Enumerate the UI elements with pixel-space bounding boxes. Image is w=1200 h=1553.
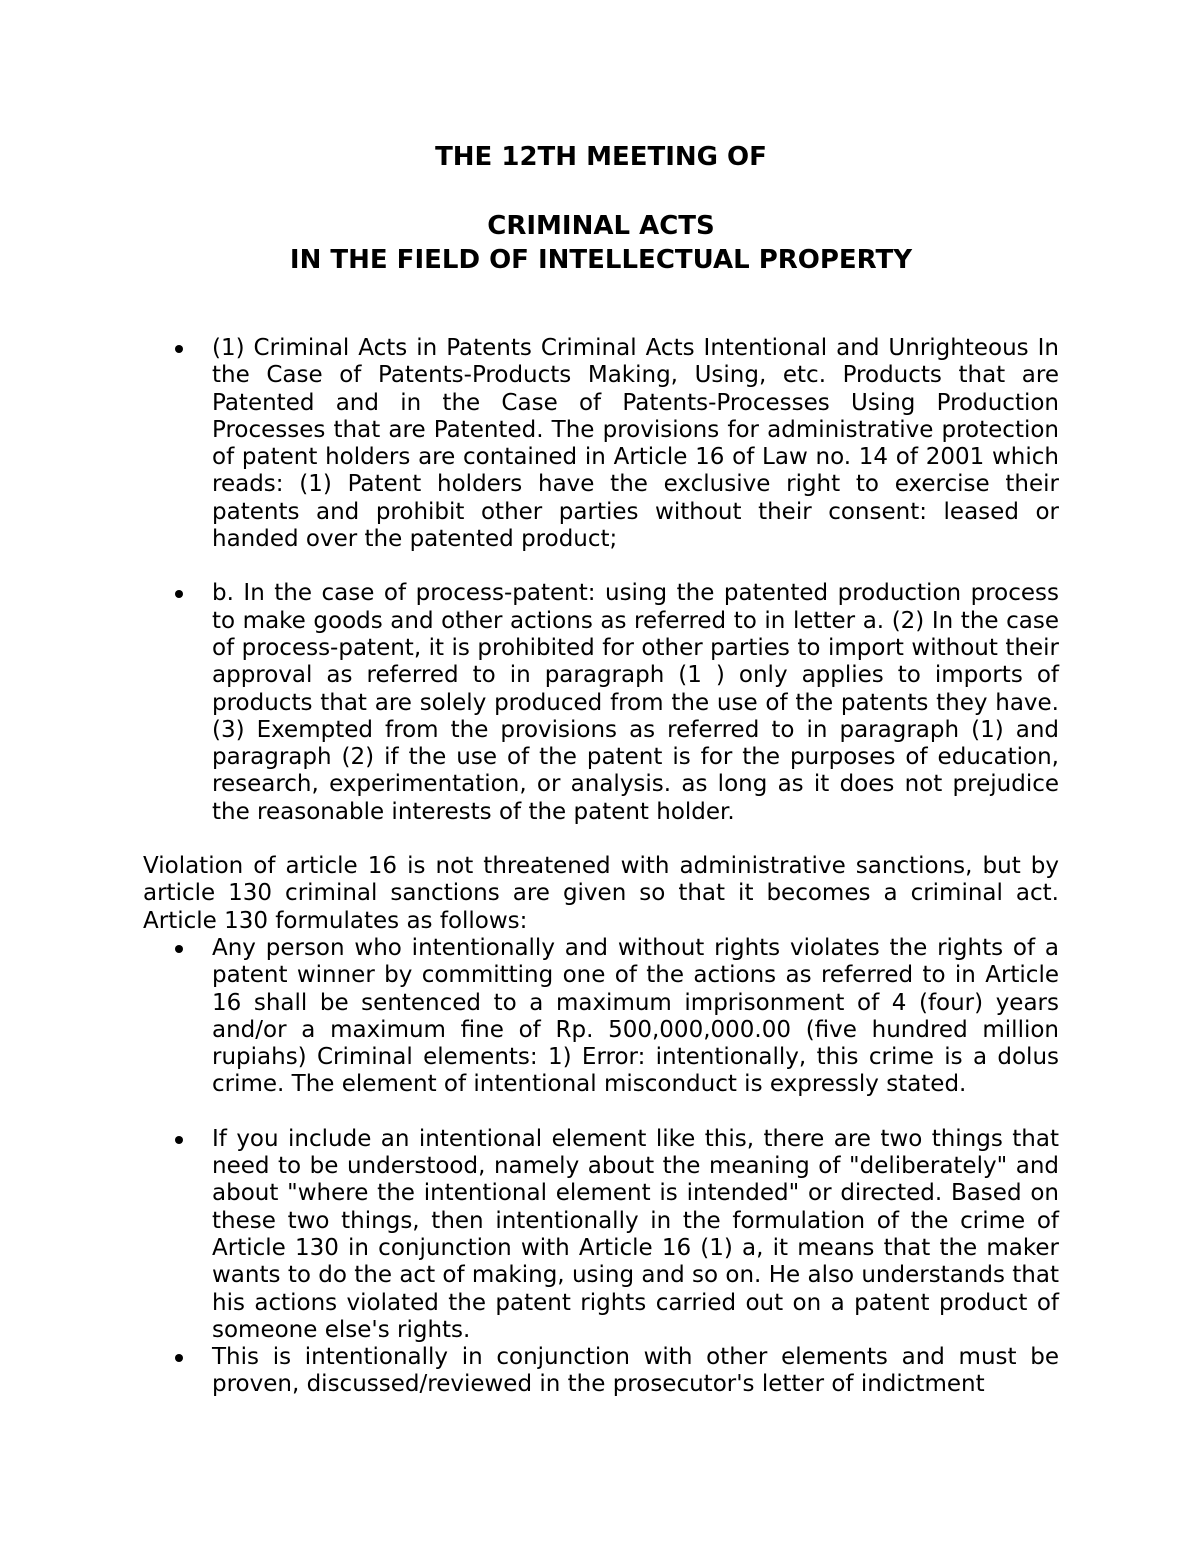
list-item-text: Any person who intentionally and without rights violates the rights of a patent winner by committing one of the actions as referred to in Article 16 shall be sentenced to a maximum imprisonment of 4 (four) years and/or a maximum fine of Rp. 500,000,000.00 (five hundred million rupiahs) Criminal elements: 1) Error: intentionally, this crime is a dolus crime. The element of intentional misconduct is expressly stated.: [212, 934, 1059, 1098]
title-line-2: IN THE FIELD OF INTELLECTUAL PROPERTY: [289, 245, 913, 275]
bullet-list-patent-provisions: [143, 335, 1059, 826]
list-item-text: This is intentionally in conjunction with other elements and must be proven, discussed/reviewed in the prosecutor's letter of indictment: [212, 1344, 1059, 1398]
title-line-1: CRIMINAL ACTS: [487, 211, 715, 241]
list-item: [143, 580, 1059, 826]
paragraph-article-130: Violation of article 16 is not threatened with administrative sanctions, but by article 130 criminal sanctions are given so that it becomes a criminal act. Article 130 formulates as follows:: [143, 853, 1059, 934]
list-item-text: If you include an intentional element like this, there are two things that need to be understood, namely about the meaning of "deliberately" and about "where the intentional element is intended" or directed. Based on these two things, then intentionally in the formulation of the crime of Article 130 in conjunction with Article 16 (1) a, it means that the maker wants to do the act of making, using and so on. He also understands that his actions violated the patent rights carried out on a patent product of someone else's rights.: [212, 1125, 1059, 1343]
bullet-icon: [175, 1136, 183, 1144]
list-item-text: (1) Criminal Acts in Patents Criminal Acts Intentional and Unrighteous In the Case of Patents-Products Making, Using, etc. Products that are Patented and in the Case of Patents-Processes Using Production Processes that are Patented. The provisions for administrative protection of patent holders are contained in Article 16 of Law no. 14 of 2001 which reads: (1) Patent holders have the exclusive right to exercise their patents and prohibit other parties without their consent: leased or handed over the patented product;: [212, 335, 1059, 553]
list-item-text: b. In the case of process-patent: using the patented production process to make goods and other actions as referred to in letter a. (2) In the case of process-patent, it is prohibited for other parties to import without their approval as referred to in paragraph (1 ) only applies to imports of products that are solely produced from the use of the patents they have. (3) Exempted from the provisions as referred to in paragraph (1) and paragraph (2) if the use of the patent is for the purposes of education, research, experimentation, or analysis. as long as it does not prejudice the reasonable interests of the patent holder.: [212, 580, 1059, 825]
meeting-heading: THE 12TH MEETING OF: [435, 142, 767, 172]
list-item: [143, 1344, 1059, 1399]
bullet-icon: [175, 945, 183, 953]
bullet-icon: [175, 345, 183, 353]
list-item: [143, 935, 1059, 1099]
list-item: [143, 335, 1059, 553]
document-page: [143, 140, 1059, 1399]
bullet-list-article-130: [143, 935, 1059, 1399]
bullet-icon: [175, 590, 183, 598]
list-item: [143, 1126, 1059, 1344]
bullet-icon: [175, 1354, 183, 1362]
